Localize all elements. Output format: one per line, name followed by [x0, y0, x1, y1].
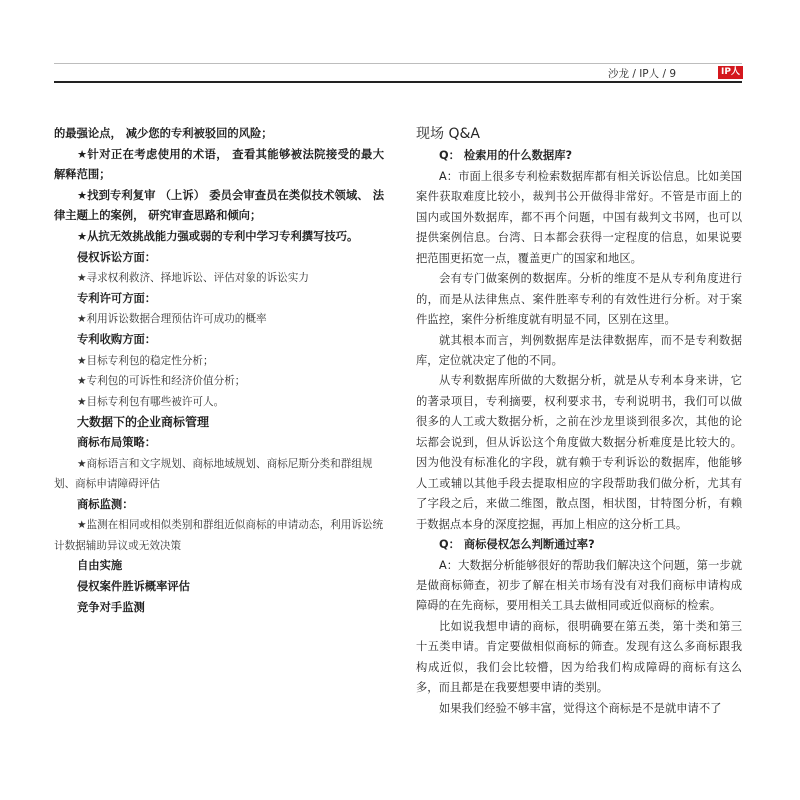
acquisition-heading: 专利收购方面： [77, 332, 157, 346]
acquisition-item: ★目标专利包有哪些被许可人。 [77, 395, 225, 408]
answer-paragraph: 如果我们经验不够丰富，觉得这个商标是不是就申请不了 [439, 701, 722, 715]
acquisition-item: ★目标专利包的稳定性分析； [77, 354, 214, 367]
extra-item: 竞争对手监测 [77, 600, 145, 614]
infringement-heading: 侵权诉讼方面： [77, 250, 157, 264]
bullet-item: ★从抗无效挑战能力强或弱的专利中学习专利撰写技巧。 [77, 229, 359, 243]
brand-badge: IP人 [718, 66, 743, 79]
layout-heading: 商标布局策略： [77, 435, 157, 449]
answer-paragraph: A：大数据分析能够很好的帮助我们解决这个问题，第一步就是做商标筛查，初步了解在相关市场有没有对我们商标申请构成障碍的在先商标，要用相关工具去做相同或近似商标的检索。 [416, 558, 742, 613]
header-bottom-rule [54, 81, 742, 83]
answer-paragraph: 就其根本而言，判例数据库是法律数据库，而不是专利数据库，定位就决定了他的不同。 [416, 333, 742, 367]
right-column [416, 124, 742, 719]
answer-paragraph: A：市面上很多专利检索数据库都有相关诉讼信息。比如美国案件获取难度比较小，裁判书公开做得非常好。不管是市面上的国内或国外数据库，都不再个问题，中国有裁判文书网，也可以提供案例信息。台湾、日本都会获得一定程度的信息，如果说要把范围更拓宽一点，覆盖更广的国家和地区。 [416, 169, 742, 265]
answer-paragraph: 从专利数据库所做的大数据分析，就是从专利本身来讲，它的著录项目，专利摘要，权利要求书，专利说明书，我们可以做很多的人工或大数据分析，之前在沙龙里谈到很多次，其他的论坛都会说到，但从诉讼这个角度做大数据分析难度是比较大的。因为他没有标准化的字段，就有赖于专利诉讼的数据库，他能够人工或辅以其他手段去提取相应的字段帮助我们做分析，尤其有了字段之后，来做二维图，散点图，相状图，甘特图分析，有赖于数据点本身的深度挖掘，再加上相应的这分析工具。 [416, 374, 742, 531]
acquisition-item: ★专利包的可诉性和经济价值分析； [77, 375, 246, 388]
qa-title: 现场 Q&A [416, 126, 480, 142]
answer-paragraph: 会有专门做案例的数据库。分析的维度不是从专利角度进行的，而是从法律焦点、案件胜率专利的有效性进行分析。对于案件监控，案件分析维度就有明显不同，区别在这里。 [416, 272, 742, 327]
running-title: 沙龙 / IP人 / 9 [608, 68, 677, 80]
license-item: ★利用诉讼数据合理预估许可成功的概率 [77, 313, 267, 326]
extra-item: 自由实施 [77, 559, 123, 573]
header-top-rule [54, 63, 742, 64]
monitor-item: ★监测在相同或相似类别和群组近似商标的申请动态，利用诉讼统计数据辅助异议或无效决策 [54, 519, 384, 552]
left-column [54, 124, 384, 618]
bullet-item: ★找到专利复审 （上诉） 委员会审查员在类似技术领域、 法律主题上的案例， 研究审查思路和倾向； [54, 188, 384, 223]
question: Q： 商标侵权怎么判断通过率? [439, 538, 595, 552]
extra-item: 侵权案件胜诉概率评估 [77, 580, 190, 594]
trademark-heading: 大数据下的企业商标管理 [77, 415, 210, 430]
bullet-item: ★针对正在考虑使用的术语， 查看其能够被法院接受的最大解释范围； [54, 147, 384, 182]
layout-item: ★商标语言和文字规划、商标地域规划、商标尼斯分类和群组规划、商标申请障碍评估 [54, 457, 373, 491]
license-heading: 专利许可方面： [77, 291, 157, 305]
answer-paragraph: 比如说我想申请的商标，很明确要在第五类，第十类和第三十五类申请。肯定要做相似商标的筛查。发现有这么多商标跟我构成近似，我们会比较懵，因为给我们构成障碍的商标有这么多，而且都是在我要想要申请的类别。 [416, 619, 742, 695]
lead-text: 的最强论点， 减少您的专利被驳回的风险； [54, 127, 273, 140]
monitor-heading: 商标监测： [77, 497, 134, 511]
infringement-item: ★寻求权利救济、择地诉讼、评估对象的诉讼实力 [77, 272, 309, 285]
question: Q： 检索用的什么数据库? [439, 149, 573, 163]
